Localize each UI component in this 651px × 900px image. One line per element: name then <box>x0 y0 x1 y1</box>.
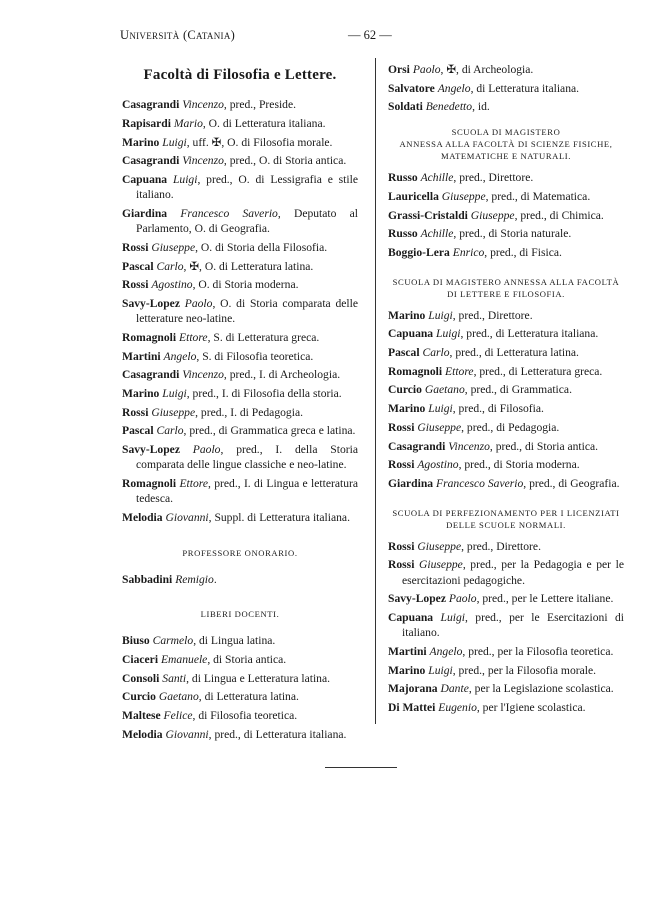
entry-surname: Savy-Lopez <box>122 296 180 310</box>
directory-entry <box>122 277 358 292</box>
entry-surname: Russo <box>388 227 418 241</box>
entry-role: , di Lingua latina. <box>193 634 276 648</box>
directory-entry <box>122 572 358 587</box>
directory-entry <box>388 439 624 454</box>
entry-given-name: Vincenzo <box>182 98 224 112</box>
entry-surname: Ciaceri <box>122 652 159 666</box>
directory-entry <box>122 708 358 723</box>
entry-given-name: Francesco Saverio <box>180 206 278 220</box>
magistero-scienze-heading-2: ANNESSA ALLA FACOLTÀ DI SCIENZE FISICHE, <box>399 139 613 150</box>
directory-entry <box>122 689 358 704</box>
archaeology-list <box>388 62 624 115</box>
entry-role: , pred., per la Filosofia teoretica. <box>462 644 614 658</box>
directory-entry <box>388 226 624 241</box>
directory-entry <box>388 644 624 659</box>
entry-given-name: Ettore <box>179 330 208 344</box>
entry-surname: Melodia <box>122 510 163 524</box>
entry-given-name: Luigi <box>162 135 187 149</box>
entry-surname: Capuana <box>122 173 168 187</box>
entry-surname: Rossi <box>122 405 149 419</box>
entry-role: , pred., di Letteratura italiana. <box>460 327 599 341</box>
entry-surname: Pascal <box>122 259 154 273</box>
entry-surname: Capuana <box>388 327 434 341</box>
magistero-lettere-heading-2: DI LETTERE E FILOSOFIA. <box>447 288 565 299</box>
column-divider <box>375 58 376 724</box>
entry-surname: Casagrandi <box>122 154 180 168</box>
entry-given-name: Dante <box>440 682 469 696</box>
directory-entry <box>388 539 624 554</box>
entry-surname: Casagrandi <box>388 439 446 453</box>
entry-surname: Rossi <box>122 278 149 292</box>
entry-surname: Consoli <box>122 671 160 685</box>
entry-surname: Rossi <box>388 420 415 434</box>
entry-surname: Romagnoli <box>388 364 443 378</box>
magistero-lettere-heading-1: SCUOLA DI MAGISTERO ANNESSA ALLA FACOLTÀ <box>392 276 620 287</box>
magistero-scienze-list <box>388 170 624 260</box>
entry-role: , O. di Storia moderna. <box>192 278 299 292</box>
perfezionamento-list <box>388 539 624 716</box>
entry-surname: Curcio <box>388 383 422 397</box>
entry-given-name: Carmelo <box>152 634 194 648</box>
entry-given-name: Vincenzo <box>182 154 224 168</box>
entry-given-name: Vincenzo <box>182 368 224 382</box>
directory-entry <box>122 135 358 150</box>
entry-surname: Pascal <box>122 424 154 438</box>
entry-surname: Marino <box>388 402 426 416</box>
right-column <box>388 62 624 719</box>
entry-surname: Maltese <box>122 709 161 723</box>
entry-given-name: Paolo <box>192 443 221 457</box>
entry-given-name: Angelo <box>437 81 471 95</box>
entry-surname: Giardina <box>388 476 434 490</box>
entry-surname: Orsi <box>388 63 410 76</box>
entry-given-name: Felice <box>163 709 193 723</box>
entry-given-name: Paolo <box>448 592 477 606</box>
entry-role: , O. di Storia comparata delle letterature neo-latine. <box>136 296 358 326</box>
entry-role: , pred., I. della Storia comparata delle lingue classiche e neo-latine. <box>136 443 358 472</box>
directory-entry <box>388 663 624 678</box>
entry-given-name: Vincenzo <box>448 439 490 453</box>
directory-entry <box>122 727 358 742</box>
entry-surname: Savy-Lopez <box>122 443 180 457</box>
entry-role: , pred., di Fisica. <box>484 245 562 259</box>
entry-role: , pred., Direttore. <box>461 539 541 553</box>
entry-role: , di Letteratura italiana. <box>470 81 580 95</box>
directory-entry <box>388 476 624 491</box>
entry-role: , pred., per le Lettere italiane. <box>476 592 614 606</box>
entry-surname: Martini <box>122 349 161 363</box>
entry-role: , pred., I. di Lingua e letteratura tedesca. <box>136 476 358 506</box>
entry-given-name: Giovanni <box>165 727 209 741</box>
entry-given-name: Angelo <box>429 644 463 658</box>
entry-given-name: Benedetto <box>425 100 473 114</box>
entry-role: , pred., per la Filosofia morale. <box>452 663 597 677</box>
directory-entry <box>388 81 624 96</box>
entry-role: , id. <box>472 100 490 114</box>
faculty-title: Facoltà di Filosofia e Lettere. <box>143 67 337 83</box>
entry-role: , pred., di Pedagogia. <box>461 420 560 434</box>
entry-role: , pred., I. di Archeologia. <box>223 368 341 382</box>
entry-role: , pred., di Matematica. <box>485 189 591 203</box>
entry-surname: Marino <box>122 386 160 400</box>
entry-given-name: Luigi <box>172 173 198 187</box>
entry-surname: Romagnoli <box>122 476 177 490</box>
entry-role: , pred., I. di Filosofia della storia. <box>186 386 342 400</box>
directory-entry <box>122 330 358 345</box>
directory-entry <box>122 476 358 506</box>
perfezionamento-heading-1: SCUOLA DI PERFEZIONAMENTO PER I LICENZIATI <box>392 507 620 518</box>
entry-role: , di Letteratura latina. <box>198 690 299 704</box>
directory-entry <box>388 364 624 379</box>
entry-surname: Lauricella <box>388 189 439 203</box>
entry-role: , S. di Filosofia teoretica. <box>196 349 314 363</box>
magistero-scienze-heading-3: MATEMATICHE E NATURALI. <box>440 151 572 162</box>
magistero-lettere-list <box>388 308 624 492</box>
directory-entry <box>388 170 624 185</box>
entry-role: , pred., Preside. <box>223 98 297 112</box>
entry-given-name: Luigi <box>436 327 461 341</box>
magistero-scienze-heading-1: SCUOLA DI MAGISTERO <box>451 127 561 138</box>
directory-entry <box>122 386 358 401</box>
entry-surname: Curcio <box>122 690 156 704</box>
entry-given-name: Paolo <box>184 296 213 310</box>
entry-given-name: Achille <box>420 227 454 241</box>
entry-surname: Soldati <box>388 100 423 114</box>
entry-role: , ✠, di Archeologia. <box>440 63 534 76</box>
entry-given-name: Carlo <box>156 424 184 438</box>
directory-entry <box>388 557 624 587</box>
entry-role: , pred., di Chimica. <box>514 208 604 222</box>
directory-entry <box>122 442 358 472</box>
entry-given-name: Luigi <box>428 402 453 416</box>
directory-entry <box>388 326 624 341</box>
entry-given-name: Enrico <box>452 245 485 259</box>
honorary-list <box>122 572 358 587</box>
directory-entry <box>388 62 624 77</box>
running-title: Università (Catania) <box>120 28 236 42</box>
entry-surname: Salvatore <box>388 81 435 95</box>
entry-role: , uff. ✠, O. di Filosofia morale. <box>186 135 333 149</box>
entry-role: . <box>213 572 217 586</box>
entry-surname: Pascal <box>388 346 420 360</box>
entry-given-name: Giuseppe <box>441 189 486 203</box>
page-number: — 62 — <box>348 28 392 42</box>
directory-entry <box>388 591 624 606</box>
entry-given-name: Remigio <box>175 572 214 586</box>
free-lecturers-heading: LIBERI DOCENTI. <box>200 609 280 620</box>
directory-entry <box>122 652 358 667</box>
entry-surname: Sabbadini <box>122 572 173 586</box>
directory-entry <box>388 245 624 260</box>
directory-entry <box>122 153 358 168</box>
free-lecturers-list <box>122 633 358 742</box>
directory-entry <box>122 296 358 326</box>
entry-given-name: Angelo <box>163 349 197 363</box>
entry-role: , pred., di Storia antica. <box>489 439 599 453</box>
entry-given-name: Francesco Saverio <box>436 476 524 490</box>
directory-entry <box>388 208 624 223</box>
directory-entry <box>122 405 358 420</box>
entry-role: , Suppl. di Letteratura italiana. <box>208 510 350 524</box>
directory-entry <box>122 349 358 364</box>
entry-given-name: Luigi <box>428 663 453 677</box>
entry-given-name: Giovanni <box>165 510 209 524</box>
entry-role: , S. di Letteratura greca. <box>207 330 320 344</box>
directory-entry <box>122 259 358 274</box>
entry-given-name: Giuseppe <box>419 558 463 572</box>
entry-role: , per la Legislazione scolastica. <box>468 682 614 696</box>
entry-surname: Biuso <box>122 634 150 648</box>
entry-given-name: Emanuele <box>160 652 208 666</box>
directory-entry <box>122 116 358 131</box>
perfezionamento-heading-2: DELLE SCUOLE NORMALI. <box>446 519 566 530</box>
entry-role: , pred., per le Esercitazioni di italiano. <box>402 610 624 640</box>
entry-role: , pred., di Grammatica. <box>464 383 572 397</box>
entry-role: , pred., I. di Pedagogia. <box>195 405 303 419</box>
entry-surname: Martini <box>388 644 427 658</box>
directory-entry <box>122 367 358 382</box>
entry-role: , pred., di Storia naturale. <box>453 227 572 241</box>
entry-role: , O. di Letteratura italiana. <box>202 116 326 130</box>
entry-given-name: Paolo <box>412 63 441 76</box>
directory-entry <box>388 700 624 715</box>
entry-surname: Romagnoli <box>122 330 177 344</box>
directory-entry <box>122 633 358 648</box>
entry-surname: Rossi <box>388 558 415 572</box>
entry-role: , Deputato al Parlamento, O. di Geografia. <box>136 206 359 236</box>
directory-entry <box>122 97 358 112</box>
entry-role: , pred., O. di Storia antica. <box>223 154 347 168</box>
entry-surname: Casagrandi <box>122 368 180 382</box>
entry-role: , pred., di Geografia. <box>523 476 620 490</box>
entry-role: , pred., per la Pedagogia e per le esercitazioni pedagogiche. <box>402 558 624 587</box>
entry-role: , per l'Igiene scolastica. <box>476 700 586 714</box>
entry-role: , pred., di Letteratura italiana. <box>208 727 347 741</box>
directory-entry <box>388 401 624 416</box>
entry-surname: Grassi-Cristaldi <box>388 208 468 222</box>
entry-given-name: Ettore <box>445 364 474 378</box>
directory-entry <box>388 420 624 435</box>
entry-surname: Majorana <box>388 682 438 696</box>
entry-surname: Rossi <box>388 539 415 553</box>
entry-role: , pred., Direttore. <box>453 171 534 185</box>
entry-role: , di Filosofia teoretica. <box>192 709 298 723</box>
entry-given-name: Luigi <box>428 308 453 322</box>
entry-surname: Russo <box>388 171 418 185</box>
entry-role: , pred., di Letteratura greca. <box>473 364 603 378</box>
entry-role: , pred., di Grammatica greca e latina. <box>183 424 356 438</box>
faculty-list <box>122 97 358 525</box>
entry-role: , pred., O. di Lessigrafia e stile italiano. <box>136 173 358 202</box>
entry-role: , pred., di Storia moderna. <box>458 458 580 472</box>
entry-surname: Casagrandi <box>122 98 180 112</box>
entry-given-name: Giuseppe <box>470 208 515 222</box>
entry-surname: Giardina <box>122 206 168 220</box>
entry-role: , di Storia antica. <box>207 652 287 666</box>
entry-surname: Rossi <box>388 458 415 472</box>
entry-surname: Rossi <box>122 240 149 254</box>
entry-given-name: Ettore <box>179 476 208 490</box>
entry-given-name: Luigi <box>440 610 465 624</box>
entry-role: , ✠, O. di Letteratura latina. <box>183 259 314 273</box>
entry-given-name: Carlo <box>422 346 450 360</box>
left-column <box>122 62 358 746</box>
directory-entry <box>388 308 624 323</box>
directory-entry <box>388 457 624 472</box>
entry-given-name: Carlo <box>156 259 184 273</box>
entry-given-name: Luigi <box>162 386 187 400</box>
directory-entry <box>388 189 624 204</box>
directory-entry <box>122 206 358 236</box>
entry-surname: Di Mattei <box>388 700 436 714</box>
entry-given-name: Gaetano <box>158 690 199 704</box>
entry-role: , O. di Storia della Filosofia. <box>195 240 328 254</box>
bottom-rule <box>325 767 397 768</box>
entry-surname: Capuana <box>388 610 434 624</box>
entry-surname: Marino <box>388 308 426 322</box>
directory-entry <box>122 671 358 686</box>
entry-given-name: Santi <box>162 671 187 685</box>
entry-given-name: Giuseppe <box>417 420 462 434</box>
entry-role: , pred., Direttore. <box>452 308 533 322</box>
entry-given-name: Giuseppe <box>417 539 462 553</box>
entry-role: , di Lingua e Letteratura latina. <box>186 671 331 685</box>
entry-surname: Savy-Lopez <box>388 592 446 606</box>
directory-entry <box>122 172 358 202</box>
entry-surname: Marino <box>388 663 426 677</box>
entry-role: , pred., di Letteratura latina. <box>449 346 579 360</box>
entry-given-name: Eugenio <box>438 700 477 714</box>
entry-surname: Boggio-Lera <box>388 245 450 259</box>
entry-surname: Marino <box>122 135 160 149</box>
page-header <box>120 28 535 44</box>
entry-given-name: Agostino <box>151 278 193 292</box>
entry-given-name: Mario <box>173 116 203 130</box>
entry-given-name: Gaetano <box>424 383 465 397</box>
directory-entry <box>122 240 358 255</box>
entry-given-name: Giuseppe <box>151 240 196 254</box>
directory-entry <box>122 510 358 525</box>
honorary-heading: PROFESSORE ONORARIO. <box>182 547 298 558</box>
entry-given-name: Achille <box>420 171 454 185</box>
entry-surname: Melodia <box>122 727 163 741</box>
entry-role: , pred., di Filosofia. <box>452 402 544 416</box>
directory-entry <box>388 382 624 397</box>
directory-entry <box>388 681 624 696</box>
directory-entry <box>388 99 624 114</box>
directory-entry <box>388 610 624 640</box>
directory-entry <box>388 345 624 360</box>
entry-given-name: Giuseppe <box>151 405 196 419</box>
entry-given-name: Agostino <box>417 458 459 472</box>
directory-entry <box>122 423 358 438</box>
entry-surname: Rapisardi <box>122 116 171 130</box>
